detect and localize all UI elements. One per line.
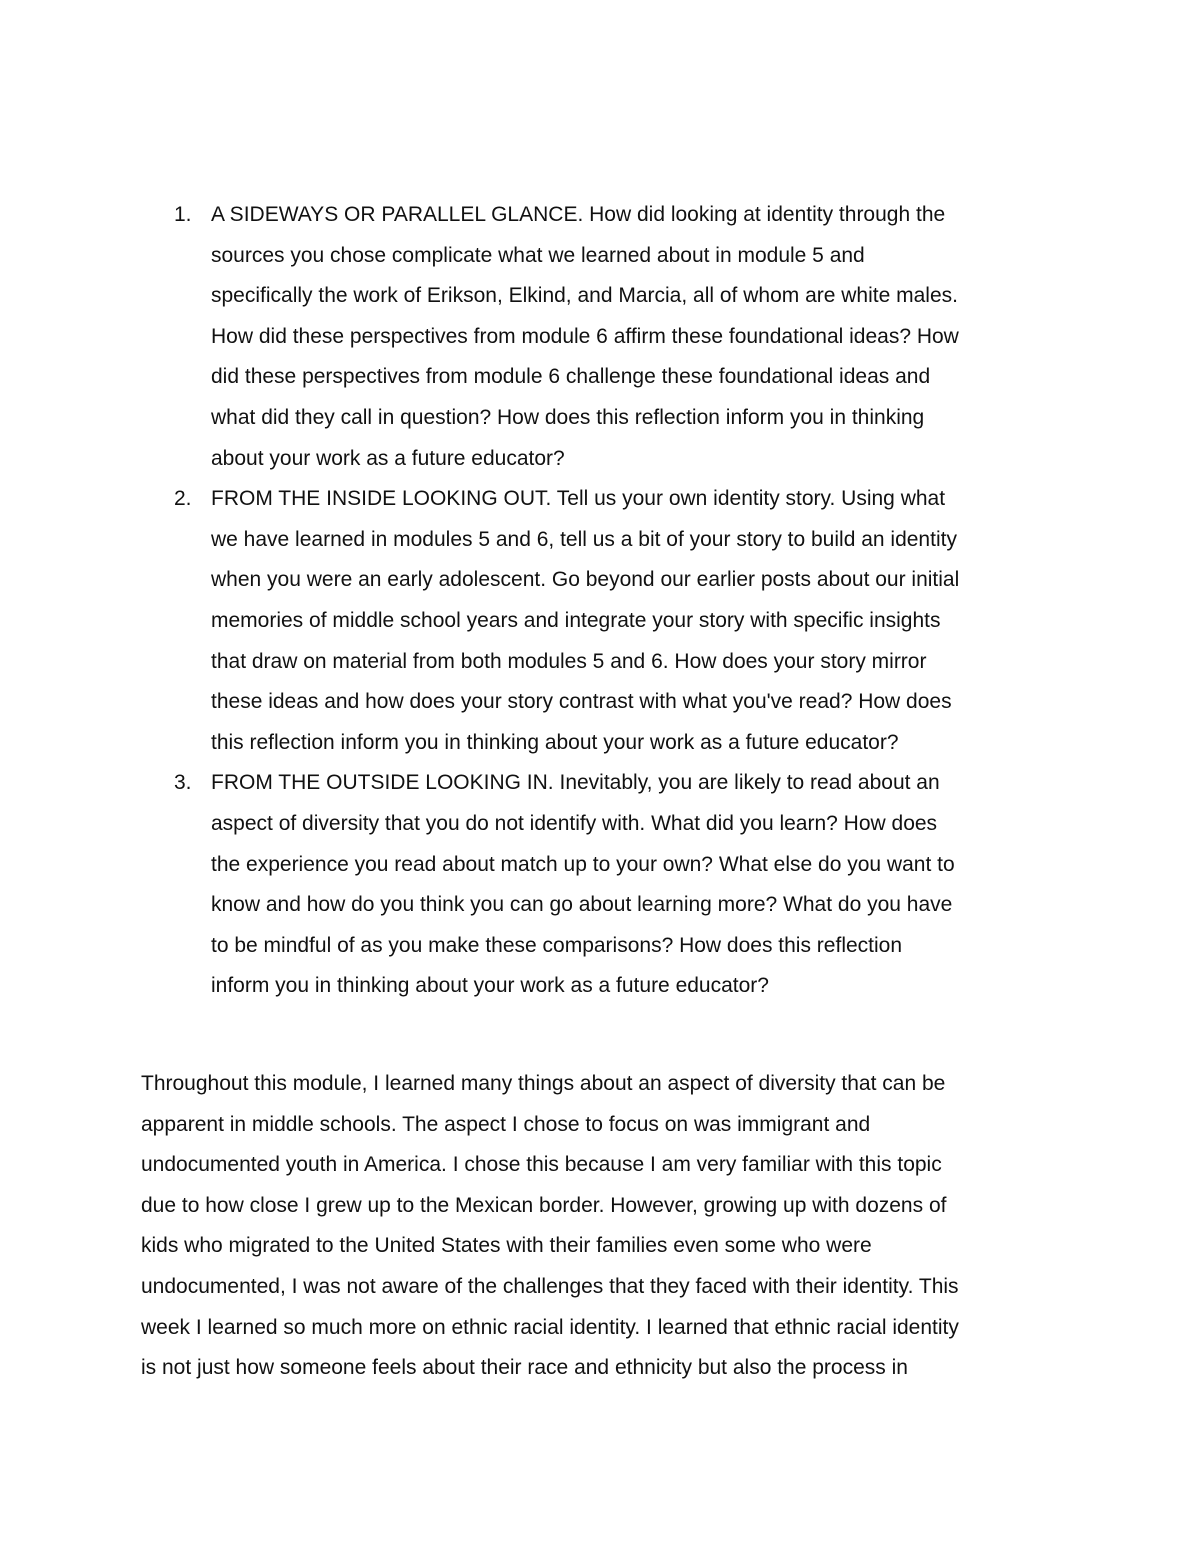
response-paragraph bbox=[141, 1064, 1081, 1389]
prompt-number: 3. bbox=[174, 771, 192, 795]
prompt-line: A SIDEWAYS OR PARALLEL GLANCE. How did looking at identity through the bbox=[211, 203, 946, 226]
prompt-item bbox=[174, 195, 1074, 479]
prompt-line: what did they call in question? How does this reflection inform you in thinking bbox=[211, 405, 925, 429]
prompt-body bbox=[211, 479, 1074, 763]
prompt-number: 1. bbox=[174, 203, 192, 226]
prompt-line: FROM THE OUTSIDE LOOKING IN. Inevitably, you are likely to read about an bbox=[211, 771, 940, 795]
prompt-item bbox=[174, 479, 1074, 763]
prompt-line: specifically the work of Erikson, Elkind, and Marcia, all of whom are white males. bbox=[211, 284, 958, 308]
response-line: undocumented, I was not aware of the challenges that they faced with their identity. This bbox=[141, 1274, 959, 1298]
prompt-body bbox=[211, 195, 1074, 479]
prompt-line: inform you in thinking about your work as a future educator? bbox=[211, 974, 769, 998]
prompt-item bbox=[174, 763, 1074, 1007]
prompt-line: did these perspectives from module 6 challenge these foundational ideas and bbox=[211, 365, 931, 389]
response-line: apparent in middle schools. The aspect I chose to focus on was immigrant and bbox=[141, 1112, 871, 1136]
response-line: Throughout this module, I learned many things about an aspect of diversity that can be bbox=[141, 1072, 946, 1095]
prompt-line: memories of middle school years and integrate your story with specific insights bbox=[211, 608, 941, 632]
response-line: kids who migrated to the United States with their families even some who were bbox=[141, 1234, 872, 1258]
response-line: due to how close I grew up to the Mexican border. However, growing up with dozens of bbox=[141, 1193, 947, 1217]
prompt-line: the experience you read about match up to your own? What else do you want to bbox=[211, 852, 955, 876]
prompt-line: we have learned in modules 5 and 6, tell us a bit of your story to build an identity bbox=[211, 527, 957, 551]
response-line: undocumented youth in America. I chose this because I am very familiar with this topic bbox=[141, 1153, 942, 1177]
prompt-line: know and how do you think you can go about learning more? What do you have bbox=[211, 893, 953, 917]
prompt-number: 2. bbox=[174, 487, 192, 511]
prompt-line: when you were an early adolescent. Go beyond our earlier posts about our initial bbox=[211, 568, 960, 592]
prompt-body bbox=[211, 763, 1074, 1007]
prompt-line: that draw on material from both modules 5 and 6. How does your story mirror bbox=[211, 649, 927, 673]
prompt-line: aspect of diversity that you do not identify with. What did you learn? How does bbox=[211, 811, 938, 835]
response-line: is not just how someone feels about their race and ethnicity but also the process in bbox=[141, 1356, 908, 1380]
prompt-line: FROM THE INSIDE LOOKING OUT. Tell us your own identity story. Using what bbox=[211, 487, 946, 511]
prompt-line: How did these perspectives from module 6 affirm these foundational ideas? How bbox=[211, 324, 959, 348]
response-line: week I learned so much more on ethnic racial identity. I learned that ethnic racial identity bbox=[141, 1315, 959, 1339]
prompt-line: about your work as a future educator? bbox=[211, 446, 565, 470]
prompt-line: to be mindful of as you make these comparisons? How does this reflection bbox=[211, 933, 903, 957]
prompt-line: these ideas and how does your story contrast with what you've read? How does bbox=[211, 690, 952, 714]
prompt-line: this reflection inform you in thinking about your work as a future educator? bbox=[211, 730, 899, 754]
prompt-line: sources you chose complicate what we learned about in module 5 and bbox=[211, 243, 865, 267]
prompt-list bbox=[174, 195, 1074, 1007]
